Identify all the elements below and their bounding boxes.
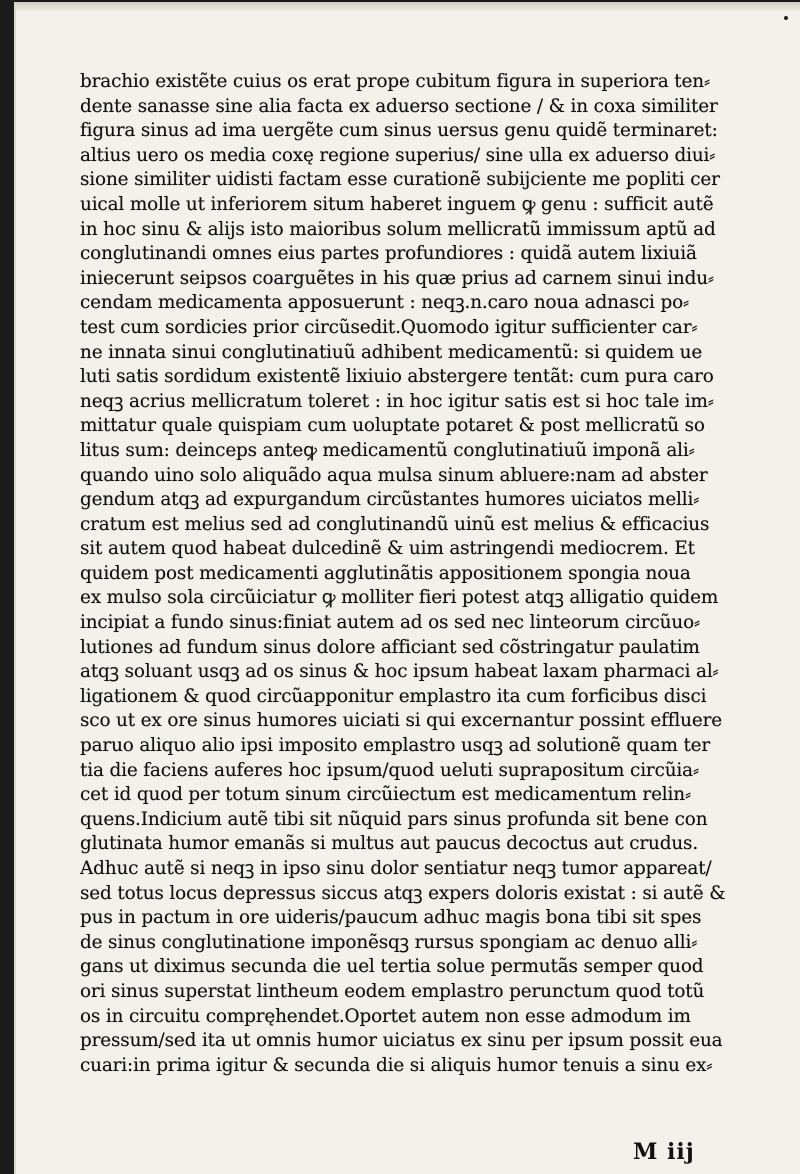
text-line: test cum sordicies prior circũsedit.Quomodo igitur sufficienter car⸗	[80, 316, 698, 338]
text-line: tia die faciens auferes hoc ipsum/quod ueluti suprapositum circũia⸗	[80, 759, 699, 781]
text-line: ex mulso sola circũiciatur ꝙ molliter fieri potest atqꝫ alligatio quidem	[80, 587, 719, 609]
text-line: os in circuitu compręhendet.Oportet autem non esse admodum im	[80, 1005, 691, 1027]
text-line: brachio existẽte cuius os erat prope cubitum figura in superiora ten⸗	[80, 71, 710, 92]
text-line: cendam medicamenta apposuerunt : neqꝫ.n.caro noua adnasci po⸗	[80, 292, 689, 314]
book-page	[14, 2, 800, 1174]
signature-mark: M iij	[633, 1139, 695, 1165]
text-line: uical molle ut inferiorem situm haberet inguem ꝙ genu : sufficit autẽ	[80, 193, 714, 215]
text-line: cuari:in prima igitur & secunda die si aliquis humor tenuis a sinu ex⸗	[80, 1054, 713, 1076]
text-line: ori sinus superstat lintheum eodem emplastro perunctum quod totũ	[80, 980, 705, 1002]
ink-speck	[784, 16, 788, 20]
text-line: sit autem quod habeat dulcedinẽ & uim astringendi mediocrem. Et	[80, 538, 695, 560]
text-line: gans ut diximus secunda die uel tertia solue permutãs semper quod	[80, 956, 704, 978]
text-line: glutinata humor emanãs si multus aut paucus decoctus aut crudus.	[80, 833, 699, 855]
text-line: neqꝫ acrius mellicratum toleret : in hoc igitur satis est si hoc tale im⸗	[80, 390, 714, 412]
text-line: conglutinandi omnes eius partes profundiores : quidã autem lixiuiã	[80, 243, 697, 265]
text-line: litus sum: deinceps anteꝙ medicamentũ conglutinatiuũ imponã ali⸗	[80, 439, 695, 461]
text-line: altius uero os media coxę regione superius/ sine ulla ex aduerso diui⸗	[80, 144, 716, 166]
text-line: ligationem & quod circũapponitur emplastro ita cum forficibus disci	[80, 685, 707, 707]
text-line: sed totus locus depressus siccus atqꝫ expers doloris existat : si autẽ &	[80, 882, 726, 904]
text-line: de sinus conglutinatione imponẽsqꝫ rursus spongiam ac denuo alli⸗	[80, 931, 698, 953]
text-line: iniecerunt seipsos coarguẽtes in his quæ prius ad carnem sinui indu⸗	[80, 267, 714, 289]
text-line: pressum/sed ita ut omnis humor uiciatus ex sinu per ipsum possit eua	[80, 1030, 723, 1052]
text-line: dente sanasse sine alia facta ex aduerso sectione / & in coxa similiter	[80, 95, 718, 117]
text-line: incipiat a fundo sinus:finiat autem ad os sed nec linteorum circũuo⸗	[80, 612, 700, 634]
text-line: quens.Indicium autẽ tibi sit nũquid pars sinus profunda sit bene con	[80, 808, 708, 830]
text-line: ne innata sinui conglutinatiuũ adhibent medicamentũ: si quidem ue	[80, 341, 703, 363]
text-line: gendum atqꝫ ad expurgandum circũstantes humores uiciatos melli⸗	[80, 489, 700, 511]
text-line: cet id quod per totum sinum circũiectum est medicamentum relin⸗	[80, 784, 691, 806]
text-line: pus in pactum in ore uideris/paucum adhuc magis bona tibi sit spes	[80, 907, 702, 929]
text-line: sco ut ex ore sinus humores uiciati si qui excernantur possint effluere	[80, 710, 722, 732]
text-line: cratum est melius sed ad conglutinandũ uinũ est melius & efficacius	[80, 513, 710, 535]
text-line: figura sinus ad ima uergẽte cum sinus uersus genu quidẽ terminaret:	[80, 120, 718, 142]
text-line: Adhuc autẽ si neqꝫ in ipso sinu dolor sentiatur neqꝫ tumor appareat/	[80, 858, 712, 879]
text-line: luti satis sordidum existentẽ lixiuio abstergere tentãt: cum pura caro	[80, 366, 714, 388]
text-line: mittatur quale quispiam cum uoluptate potaret & post mellicratũ so	[80, 415, 705, 437]
body-text	[80, 70, 800, 1078]
text-line: sione similiter uidisti factam esse curationẽ subijciente me popliti cer	[80, 169, 720, 191]
text-line: atqꝫ soluant usqꝫ ad os sinus & hoc ipsum habeat laxam pharmaci al⸗	[80, 661, 719, 683]
text-line: paruo aliquo alio ipsi imposito emplastro usqꝫ ad solutionẽ quam ter	[80, 735, 711, 757]
text-line: lutiones ad fundum sinus dolore afficiant sed cõstringatur paulatim	[80, 636, 700, 658]
text-line: in hoc sinu & alijs isto maioribus solum mellicratũ immissum aptũ ad	[80, 218, 716, 240]
text-line: quidem post medicamenti agglutinãtis appositionem spongia noua	[80, 562, 691, 584]
text-line: quando uino solo aliquãdo aqua mulsa sinum abluere:nam ad abster	[80, 464, 708, 486]
page-top-shadow	[16, 2, 800, 12]
